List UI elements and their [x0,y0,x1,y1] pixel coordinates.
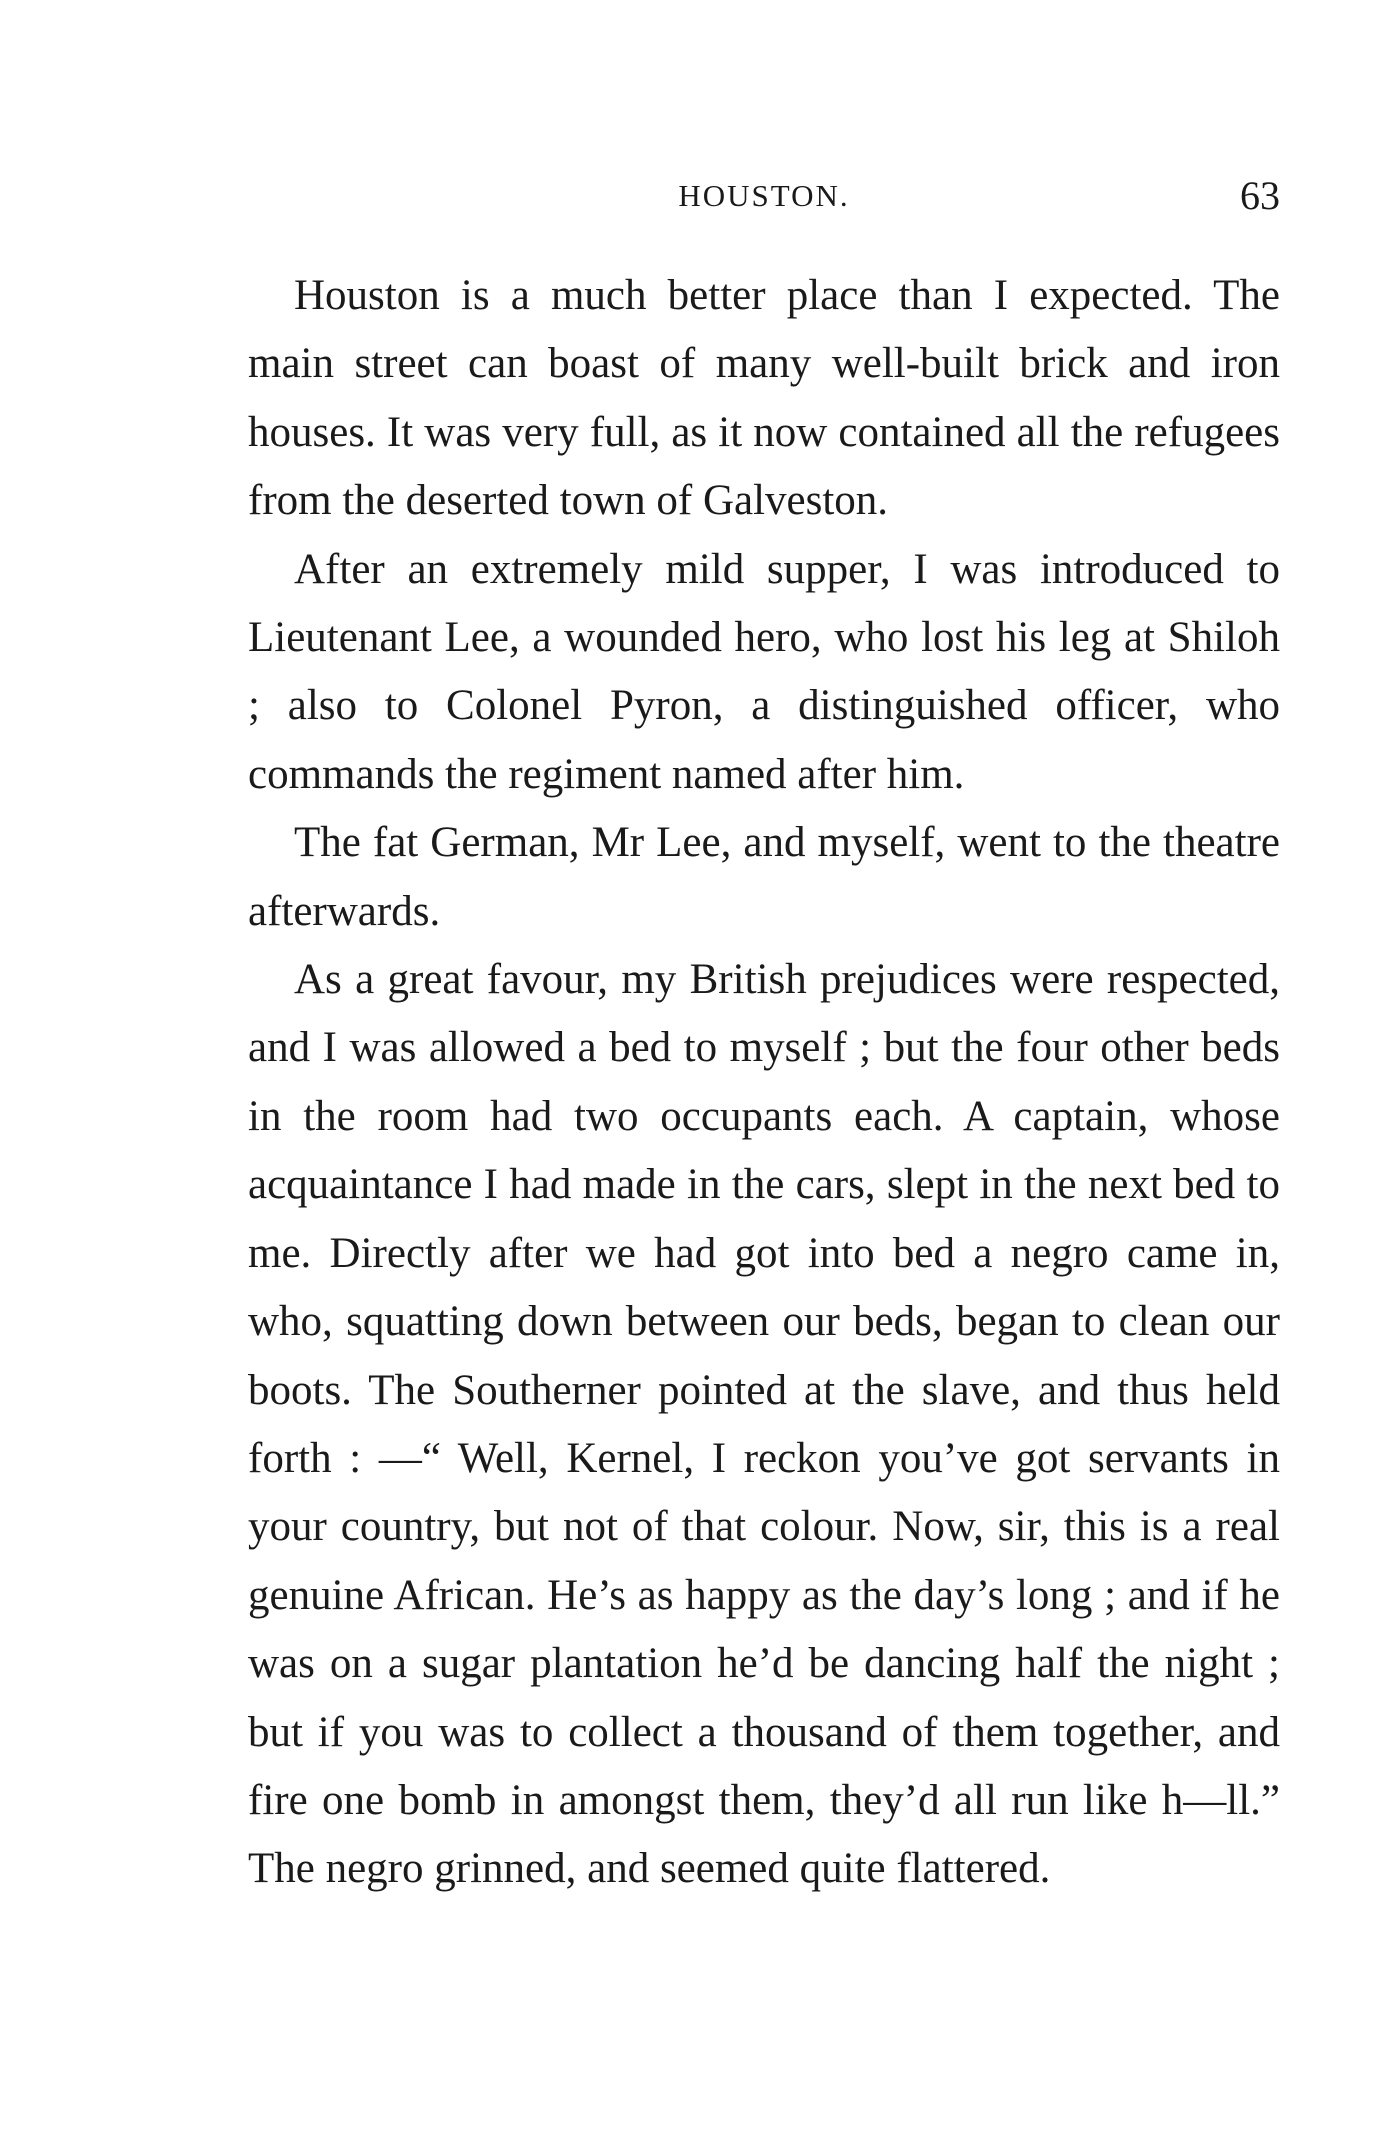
paragraph-supper: After an extremely mild supper, I was introduced to Lieutenant Lee, a wounded hero, who lost his leg at Shiloh ; also to Colonel Pyron, a distinguished officer, who commands the regiment named after him. [248,545,1280,798]
page-number: 63 [1240,173,1280,218]
paragraph-bed: As a great favour, my British prejudices were respected, and I was allowed a bed to myself ; but the four other beds in the room had two occupants each. A captain, whose acquaintance I had made in the cars, slept in the next bed to me. Directly after we had got into bed a negro came in, who, squatting down between our beds, began to clean our boots. The Southerner pointed at the slave, and thus held forth : —“ Well, Kernel, I reckon you’ve got servants in your country, but not of that colour. Now, sir, this is a real genuine African. He’s as happy as the day’s long ; and if he was on a sugar plantation he’d be dancing half the night ; but if you was to collect a thousand of them together, and fire one bomb in amongst them, they’d all run like h—ll.” The negro grinned, and seemed quite flattered. [248,956,1280,1893]
running-head [248,172,1280,222]
running-title: HOUSTON. [678,178,850,213]
paragraph-theatre: The fat German, Mr Lee, and myself, went to the theatre afterwards. [248,819,1280,935]
paragraph-houston: Houston is a much better place than I expected. The main street can boast of many well-built brick and iron houses. It was very full, as it now contained all the refugees from the deserted town of Galveston. [248,272,1280,525]
body-text [248,262,1280,1904]
